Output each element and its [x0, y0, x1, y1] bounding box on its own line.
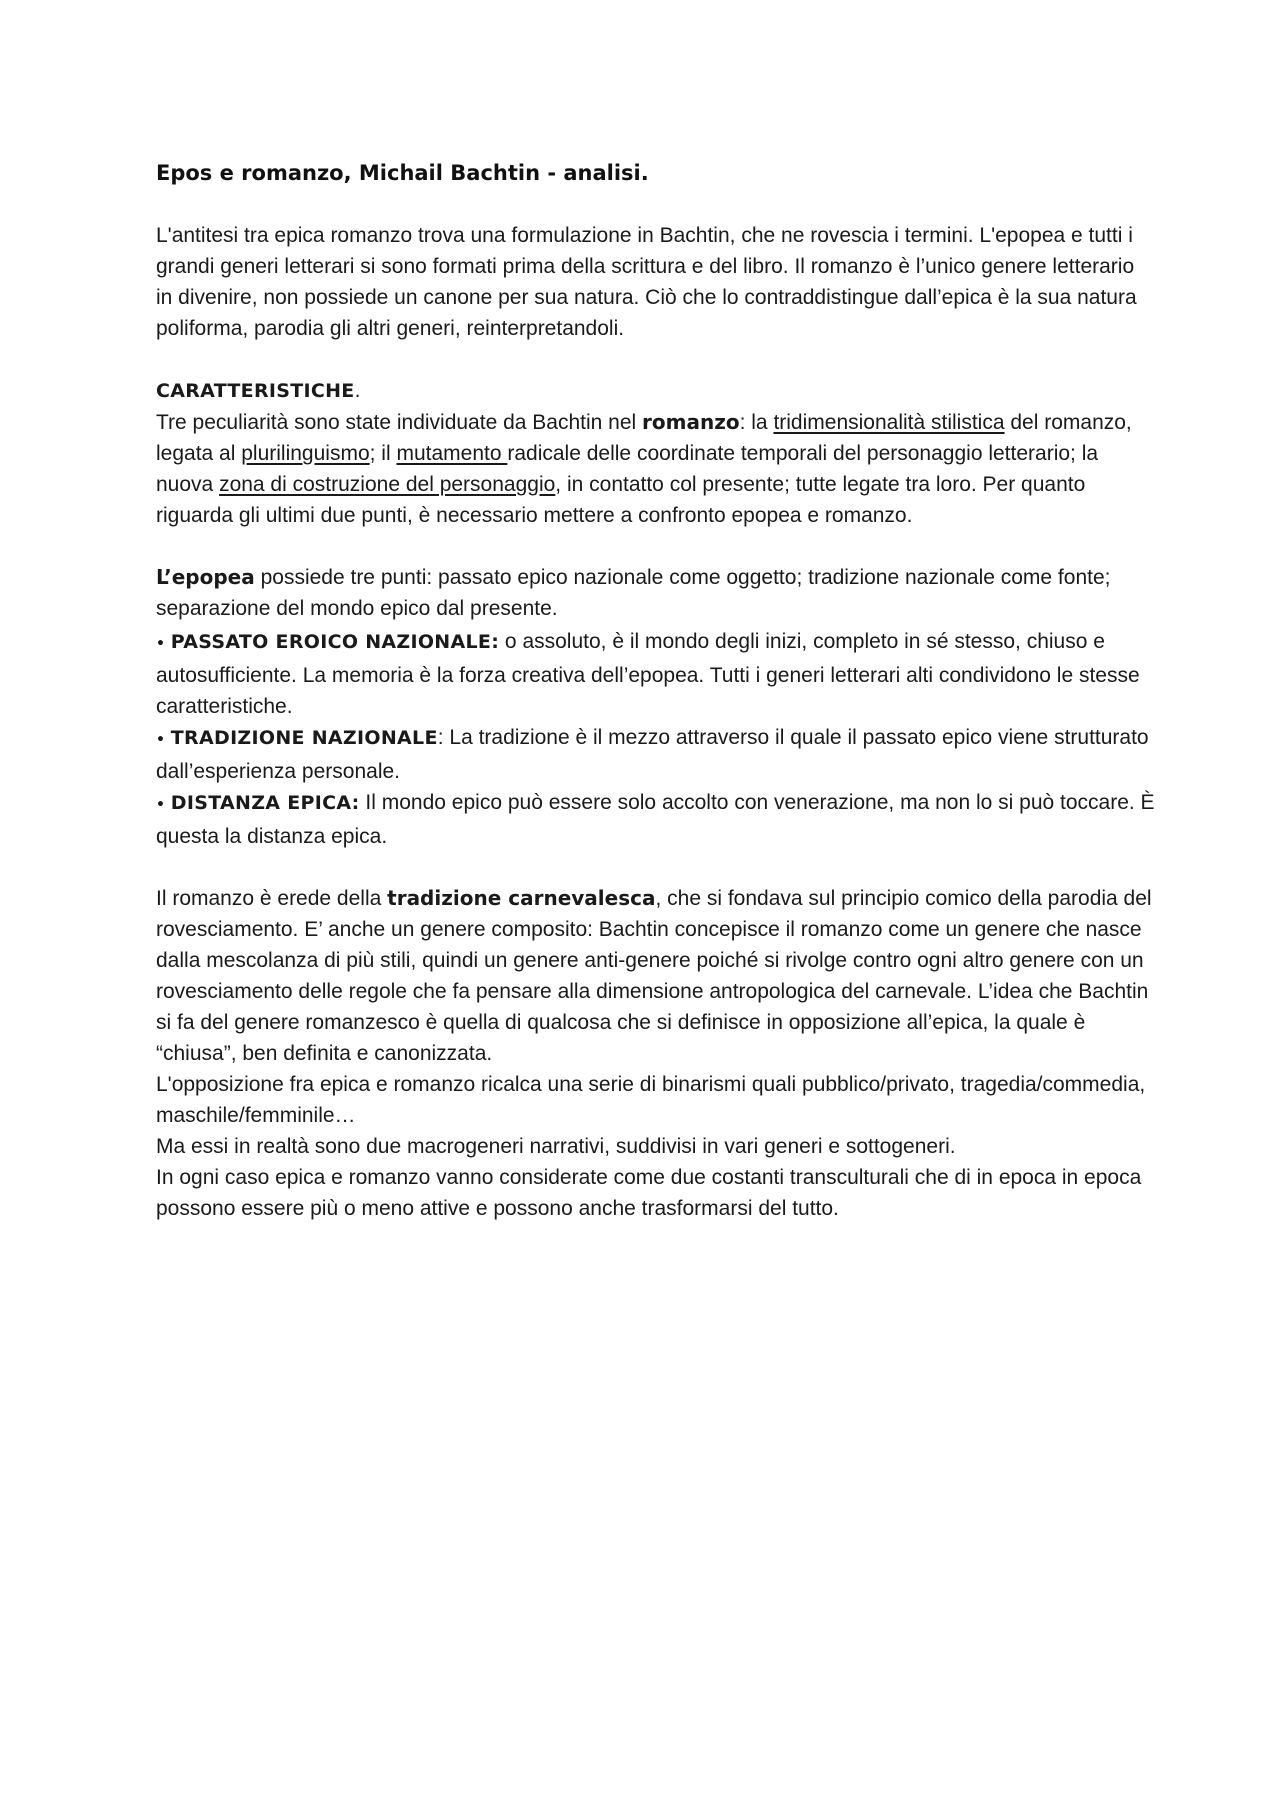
closing-paragraph: Ma essi in realtà sono due macrogeneri narrativi, suddivisi in vari generi e sottogeneri.	[156, 1135, 956, 1158]
closing-paragraph: L'opposizione fra epica e romanzo ricalca una serie di binarismi quali pubblico/privato, tragedia/commedia, maschile/femminile…	[156, 1073, 1146, 1127]
bullet-label: TRADIZIONE NAZIONALE	[170, 727, 438, 749]
document-page	[156, 158, 1156, 1224]
underlined-term: plurilinguismo	[241, 442, 370, 465]
bullet-item	[156, 626, 1156, 722]
text-run: Il romanzo è erede della	[156, 887, 388, 910]
bullet-item	[156, 722, 1156, 787]
text-run: , in contatto col presente; tutte legate tra loro. Per quanto riguarda gli ultimi due punti, è necessario mettere a confronto epopea e romanzo.	[156, 473, 1086, 527]
bullet-marker: •	[156, 797, 165, 813]
bold-term: tradizione carnevalesca	[387, 886, 656, 910]
caratteristiche-paragraph	[156, 407, 1156, 531]
spacer	[156, 531, 1156, 562]
romanzo-paragraph	[156, 883, 1156, 1069]
caratteristiche-heading	[156, 375, 1156, 407]
epopea-paragraph	[156, 562, 1156, 624]
bullet-marker: •	[156, 732, 165, 748]
text-run: radicale delle coordinate temporali del personaggio letterario; la nuova	[156, 442, 1099, 496]
bullet-label: PASSATO EROICO NAZIONALE:	[170, 631, 500, 653]
bullet-label: DISTANZA EPICA:	[170, 792, 360, 814]
text-run: ; il	[369, 442, 397, 465]
spacer	[156, 852, 1156, 883]
bold-term: L’epopea	[156, 565, 255, 589]
spacer	[156, 344, 1156, 375]
text-run: possiede tre punti: passato epico nazionale come oggetto; tradizione nazionale come fonte; separazione del mondo epico dal presente.	[156, 566, 1111, 620]
text-run: del romanzo, legata al	[156, 411, 1132, 465]
section-heading: CARATTERISTICHE	[156, 380, 355, 402]
underlined-term: mutamento	[396, 442, 508, 465]
bullet-text: Il mondo epico può essere solo accolto con venerazione, ma non lo si può toccare. È questa la distanza epica.	[156, 791, 1155, 848]
closing-paragraph: In ogni caso epica e romanzo vanno considerate come due costanti transculturali che di in epoca in epoca possono essere più o meno attive e possono anche trasformarsi del tutto.	[156, 1166, 1142, 1220]
text-run: Tre peculiarità sono state individuate da Bachtin nel	[156, 411, 643, 434]
intro-paragraph: L'antitesi tra epica romanzo trova una formulazione in Bachtin, che ne rovescia i termini. L'epopea e tutti i grandi generi letterari si sono formati prima della scrittura e del libro. Il romanzo è l’unico genere letterario in divenire, non possiede un canone per sua natura. Ciò che lo contraddistingue dall’epica è la sua natura poliforma, parodia gli altri generi, reinterpretandoli.	[156, 224, 1137, 340]
heading-punct: .	[354, 379, 361, 402]
bullet-text: : La tradizione è il mezzo attraverso il quale il passato epico viene strutturato dall’esperienza personale.	[156, 726, 1149, 783]
text-run: : la	[739, 411, 774, 434]
underlined-term: zona di costruzione del personaggio	[219, 473, 556, 496]
bold-term: romanzo	[642, 410, 740, 434]
document-title: Epos e romanzo, Michail Bachtin - analisi.	[156, 161, 649, 185]
underlined-term: tridimensionalità stilistica	[773, 411, 1005, 434]
bullet-marker: •	[156, 636, 165, 652]
text-run: , che si fondava sul principio comico della parodia del rovesciamento. E’ anche un genere composito: Bachtin concepisce il romanzo come un genere che nasce dalla mescolanza di più stili, quindi un genere anti-genere poiché si rivolge contro ogni altro genere con un rovesciamento delle regole che fa pensare alla dimensione antropologica del carnevale. L’idea che Bachtin si fa del genere romanzesco è quella di qualcosa che si definisce in opposizione all’epica, la quale è “chiusa”, ben definita e canonizzata.	[156, 887, 1152, 1065]
bullet-text: o assoluto, è il mondo degli inizi, completo in sé stesso, chiuso e autosufficiente. La memoria è la forza creativa dell’epopea. Tutti i generi letterari alti condividono le stesse caratteristiche.	[156, 630, 1140, 718]
bullet-item	[156, 787, 1156, 852]
